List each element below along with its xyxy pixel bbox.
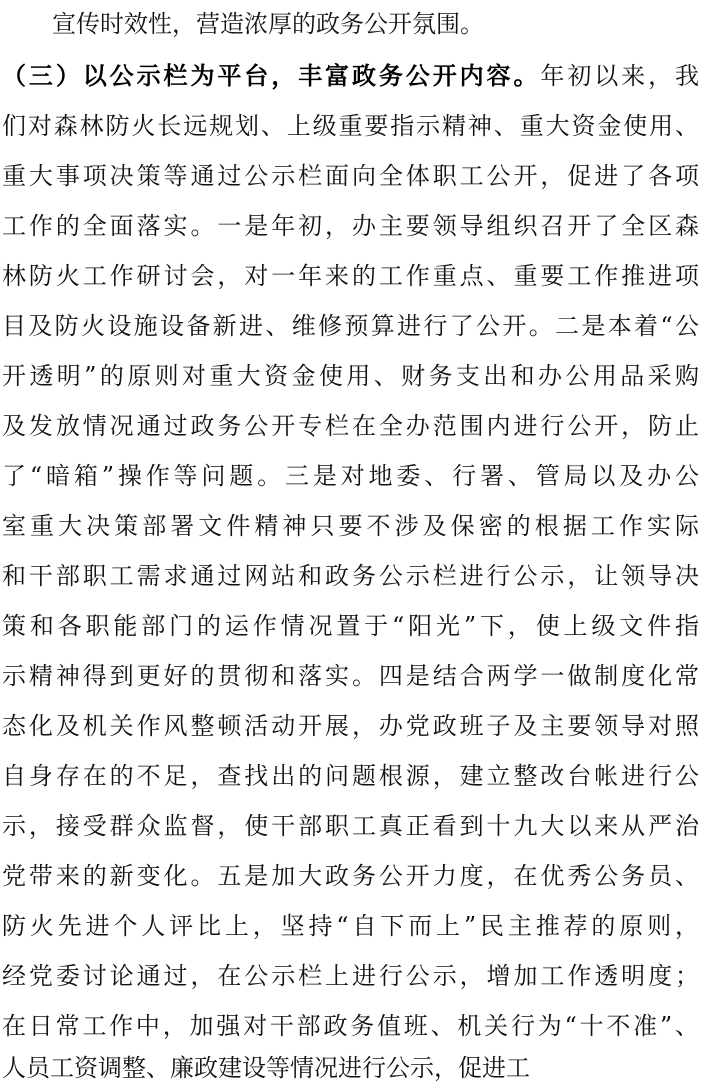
text-line-19: 防火先进个人评比上，坚持“自下而上”民主推荐的原则，: [2, 912, 699, 940]
text-line-16: 自身存在的不足，查找出的问题根源，建立整改台帐进行公: [2, 762, 699, 790]
text-line-12: 和干部职工需求通过网站和政务公示栏进行公示，让领导决: [2, 562, 699, 590]
text-line-17: 示，接受群众监督，使干部职工真正看到十九大以来从严治: [2, 812, 699, 840]
text-line-5: 工作的全面落实。一是年初，办主要领导组织召开了全区森: [2, 212, 699, 240]
text-line-21: 在日常工作中，加强对干部政务值班、机关行为“十不准”、: [2, 1012, 699, 1040]
text-line-4: 重大事项决策等通过公示栏面向全体职工公开，促进了各项: [2, 162, 699, 190]
text-line-3: 们对森林防火长远规划、上级重要指示精神、重大资金使用、: [2, 112, 699, 140]
text-line-22: 人员工资调整、廉政建设等情况进行公示，促进工: [2, 1054, 530, 1082]
text-line-1: 宣传时效性，营造浓厚的政务公开氛围。: [52, 10, 484, 38]
text-line-9: 及发放情况通过政务公开专栏在全办范围内进行公开，防止: [2, 412, 699, 440]
text-line-13: 策和各职能部门的运作情况置于“阳光”下，使上级文件指: [2, 612, 699, 640]
text-line-6: 林防火工作研讨会，对一年来的工作重点、重要工作推进项: [2, 262, 699, 290]
text-line-10: 了“暗箱”操作等问题。三是对地委、行署、管局以及办公: [2, 462, 699, 490]
text-line-8: 开透明”的原则对重大资金使用、财务支出和办公用品采购: [2, 362, 699, 390]
section-heading-line: [2, 56, 699, 96]
text-line-20: 经党委讨论通过，在公示栏上进行公示，增加工作透明度；: [2, 962, 699, 990]
text-line-11: 室重大决策部署文件精神只要不涉及保密的根据工作实际: [2, 512, 699, 540]
section-heading-continuation: 年初以来，我: [540, 62, 700, 90]
text-line-18: 党带来的新变化。五是加大政务公开力度，在优秀公务员、: [2, 862, 699, 890]
text-line-14: 示精神得到更好的贯彻和落实。四是结合两学一做制度化常: [2, 662, 699, 690]
section-heading: （三）以公示栏为平台，丰富政务公开内容。: [2, 62, 541, 90]
text-line-7: 目及防火设施设备新进、维修预算进行了公开。二是本着“公: [2, 312, 699, 340]
text-line-15: 态化及机关作风整顿活动开展，办党政班子及主要领导对照: [2, 712, 699, 740]
